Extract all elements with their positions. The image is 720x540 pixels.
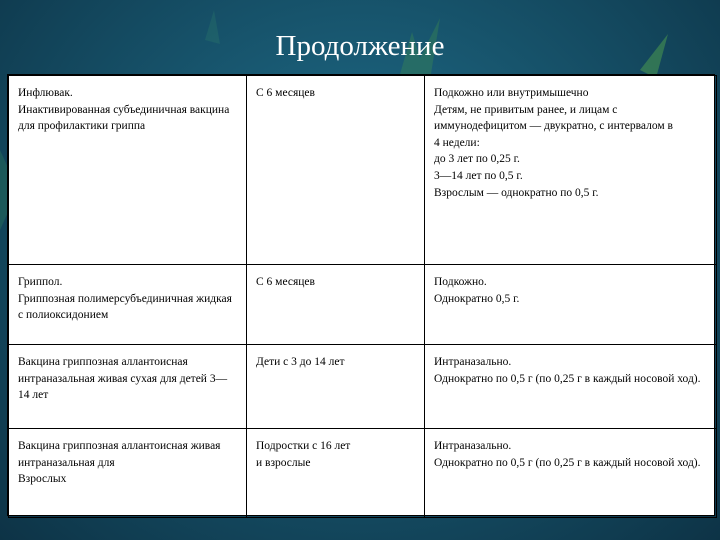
dosage-cell: Интраназально. Однократно по 0,5 г (по 0,25 г в каждый носовой ход). <box>425 429 717 518</box>
vaccine-name-cell: Гриппол. Гриппозная полимерсубъединичная жидкая с полиоксидонием <box>9 265 247 345</box>
vaccine-table-container <box>7 74 715 516</box>
age-cell: С 6 месяцев <box>247 76 425 265</box>
dosage-cell: Интраназально. Однократно по 0,5 г (по 0,25 г в каждый носовой ход). <box>425 345 717 429</box>
table-row <box>9 265 717 345</box>
dosage-cell: Подкожно или внутримышечно Детям, не привитым ранее, и лицам с иммунодефицитом — двукратно, с интервалом в 4 недели: до 3 лет по 0,25 г. 3—14 лет по 0,5 г. Взрослым — однократно по 0,5 г. <box>425 76 717 265</box>
slide-title: Продолжение <box>275 30 445 62</box>
table-row <box>9 76 717 265</box>
vaccine-name-cell: Вакцина гриппозная аллантоисная интраназальная живая сухая для детей 3—14 лет <box>9 345 247 429</box>
vaccine-table <box>8 75 717 518</box>
dosage-cell: Подкожно. Однократно 0,5 г. <box>425 265 717 345</box>
table-row <box>9 345 717 429</box>
age-cell: С 6 месяцев <box>247 265 425 345</box>
age-cell: Подростки с 16 лет и взрослые <box>247 429 425 518</box>
table-row <box>9 429 717 518</box>
vaccine-name-cell: Инфлювак. Инактивированная субъединичная вакцина для профилактики гриппа <box>9 76 247 265</box>
age-cell: Дети с 3 до 14 лет <box>247 345 425 429</box>
vaccine-name-cell: Вакцина гриппозная аллантоисная живая интраназальная для Взрослых <box>9 429 247 518</box>
